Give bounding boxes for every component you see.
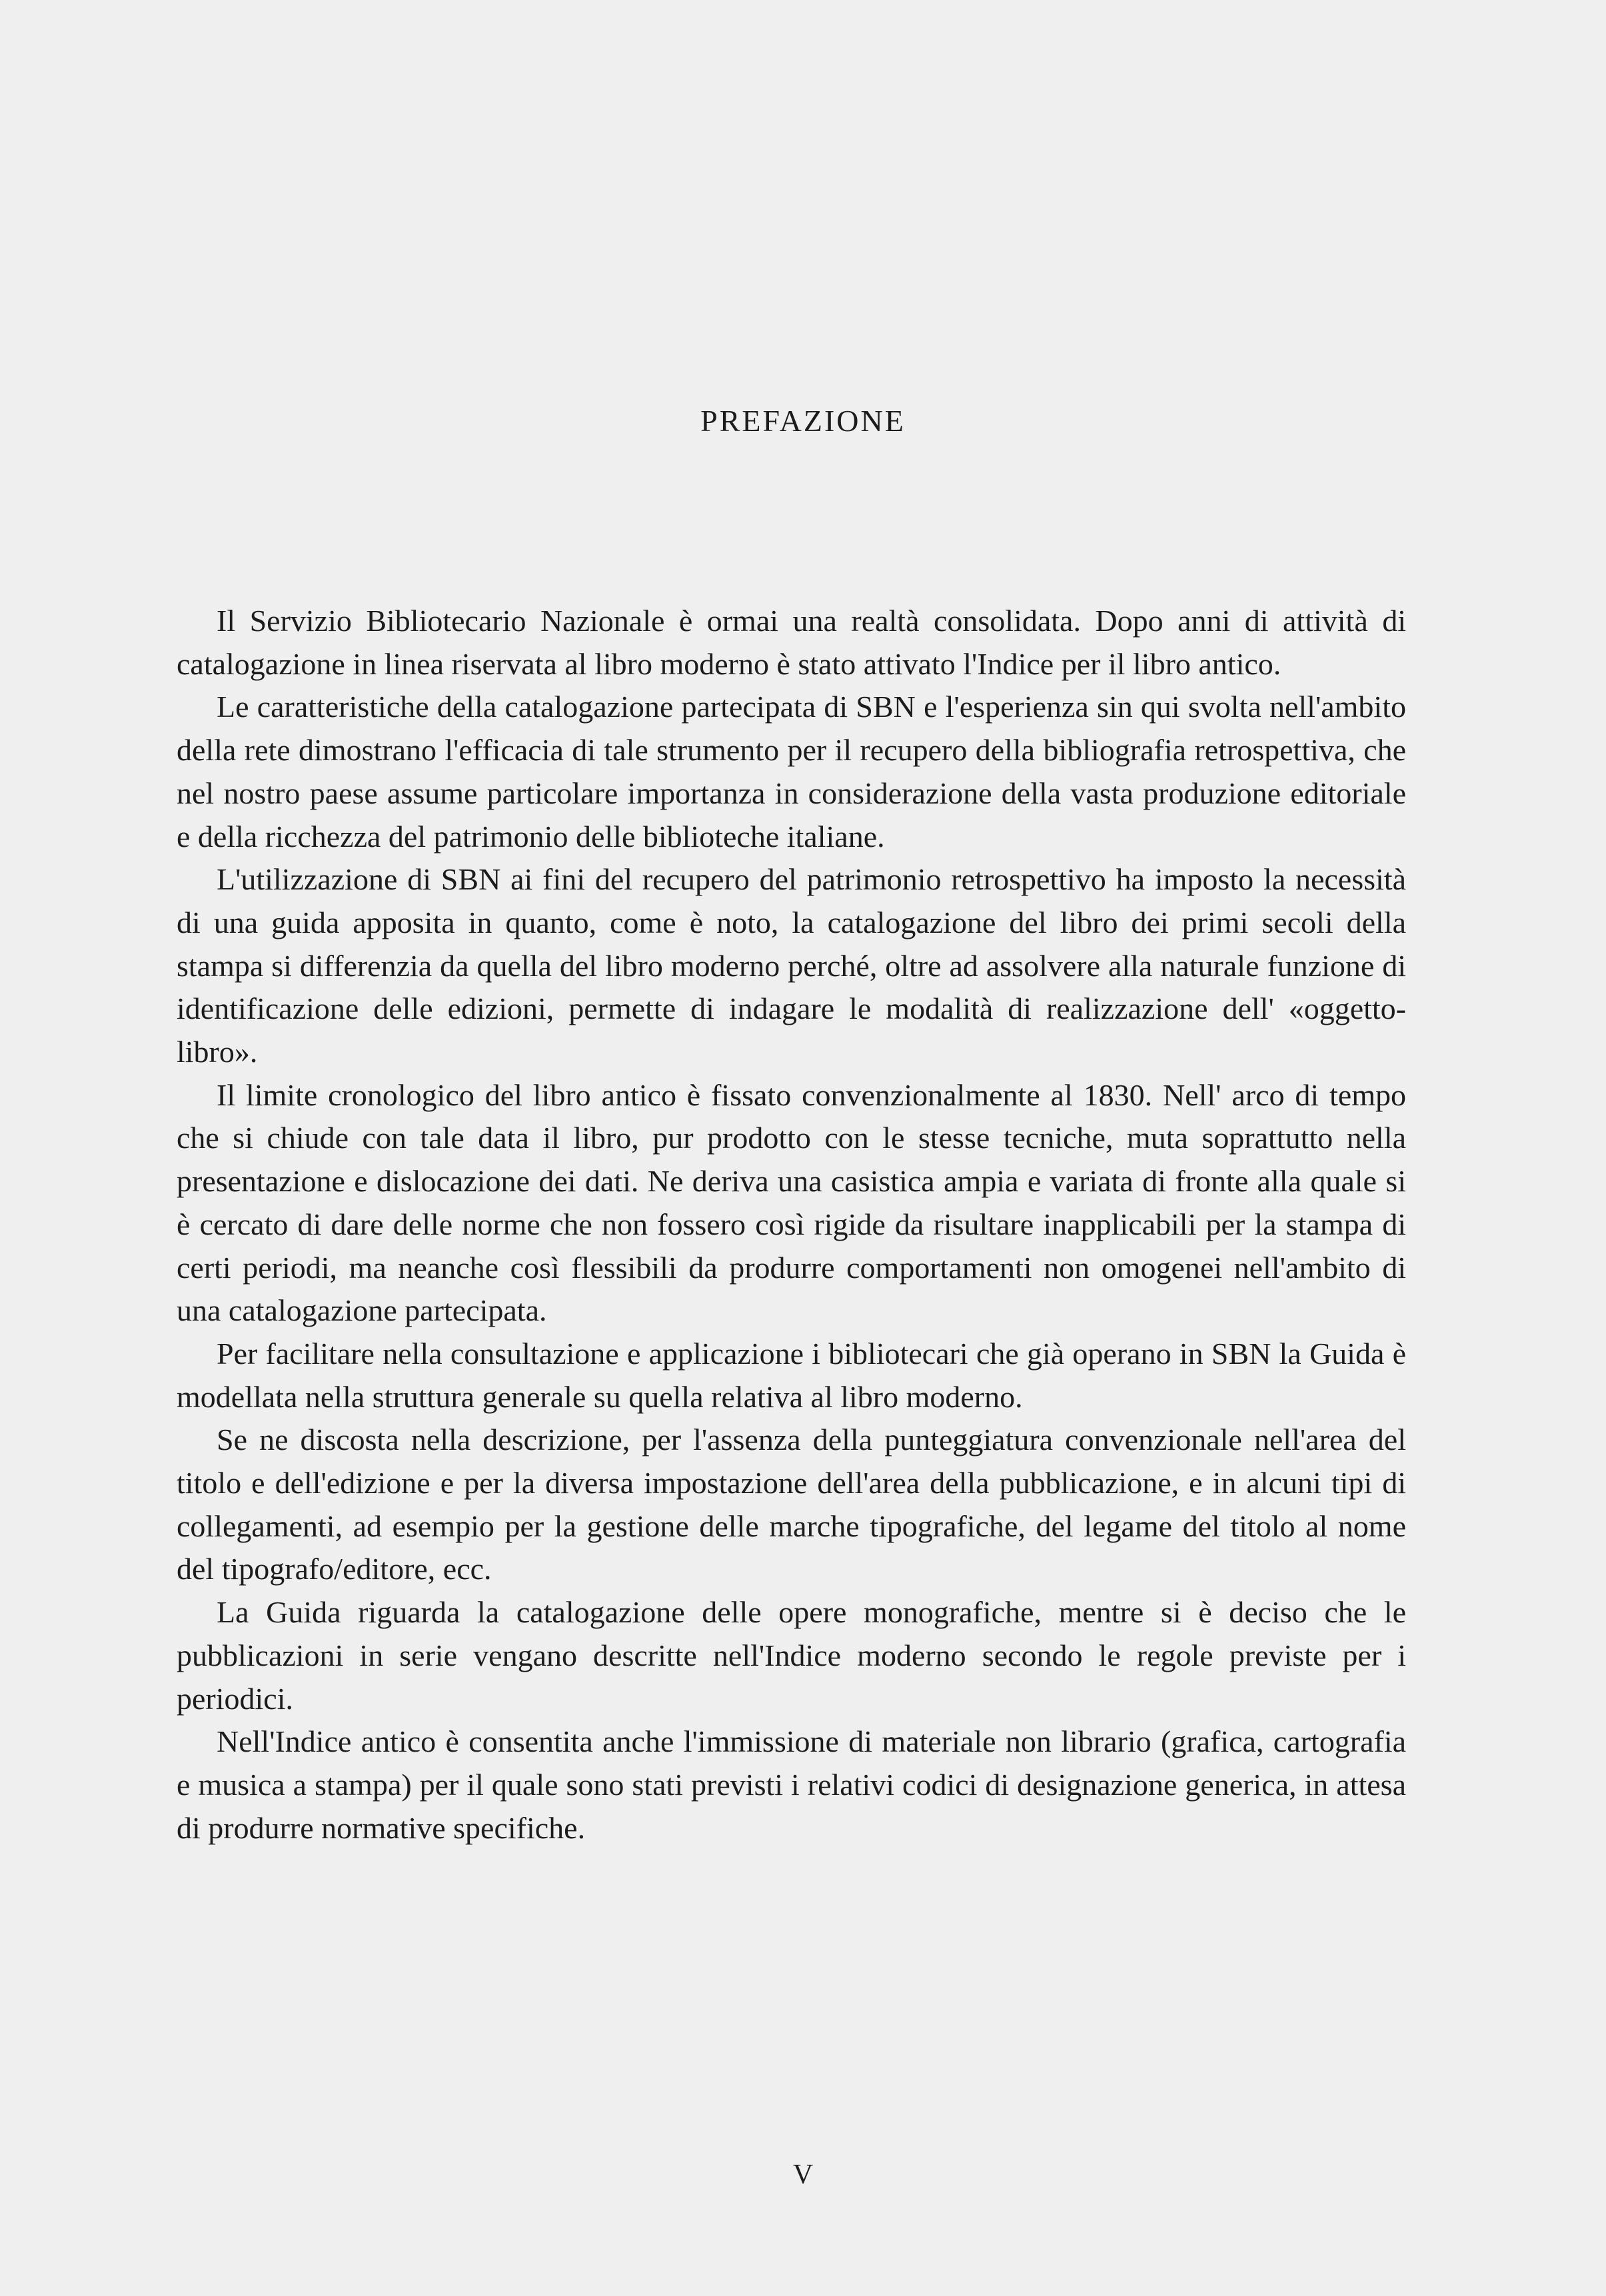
paragraph-1: Il Servizio Bibliotecario Nazionale è ormai una realtà consolidata. Dopo anni di attività di catalogazione in linea riservata al libro moderno è stato attivato l'Indice per il libro antico. — [177, 604, 1406, 681]
paragraph-4: Il limite cronologico del libro antico è fissato convenzionalmente al 1830. Nell' arco di tempo che si chiude con tale data il libro, pur prodotto con le stesse tecniche, muta soprattutto nella presentazione e dislocazione dei dati. Ne deriva una casistica ampia e variata di fronte alla quale si è cercato di dare delle norme che non fossero così rigide da risultare inapplicabili per la stampa di certi periodi, ma neanche così flessibili da produrre comportamenti non omogenei nell'ambito di una catalogazione partecipata. — [177, 1077, 1406, 1328]
paragraph-2: Le caratteristiche della catalogazione partecipata di SBN e l'esperienza sin qui svolta nell'ambito della rete dimostrano l'efficacia di tale strumento per il recupero della bibliografia retrospettiva, che nel nostro paese assume particolare importanza in considerazione della vasta produzione editoriale e della ricchezza del patrimonio delle biblioteche italiane. — [177, 690, 1406, 854]
page-number: V — [792, 2159, 814, 2190]
paragraph-8: Nell'Indice antico è consentita anche l'immissione di materiale non librario (grafica, cartografia e musica a stampa) per il quale sono stati previsti i relativi codici di designazione generica, in attesa di produrre normative specifiche. — [177, 1724, 1406, 1845]
paragraph-3: L'utilizzazione di SBN ai fini del recupero del patrimonio retrospettivo ha imposto la necessità di una guida apposita in quanto, come è noto, la catalogazione del libro dei primi secoli della stampa si differenzia da quella del libro moderno perché, oltre ad assolvere alla naturale funzione di identificazione delle edizioni, permette di indagare le modalità di realizzazione dell' «oggetto-libro». — [177, 862, 1406, 1069]
preface-body — [177, 600, 1406, 1850]
paragraph-6: Se ne discosta nella descrizione, per l'assenza della punteggiatura convenzionale nell'area del titolo e dell'edizione e per la diversa impostazione dell'area della pubblicazione, e in alcuni tipi di collegamenti, ad esempio per la gestione delle marche tipografiche, del legame del titolo al nome del tipografo/editore, ecc. — [177, 1423, 1406, 1586]
page-title: PREFAZIONE — [700, 404, 906, 438]
paragraph-5: Per facilitare nella consultazione e applicazione i bibliotecari che già operano in SBN la Guida è modellata nella struttura generale su quella relativa al libro moderno. — [177, 1336, 1406, 1414]
paragraph-7: La Guida riguarda la catalogazione delle opere monografiche, mentre si è deciso che le pubblicazioni in serie vengano descritte nell'Indice moderno secondo le regole previste per i periodici. — [177, 1595, 1406, 1716]
